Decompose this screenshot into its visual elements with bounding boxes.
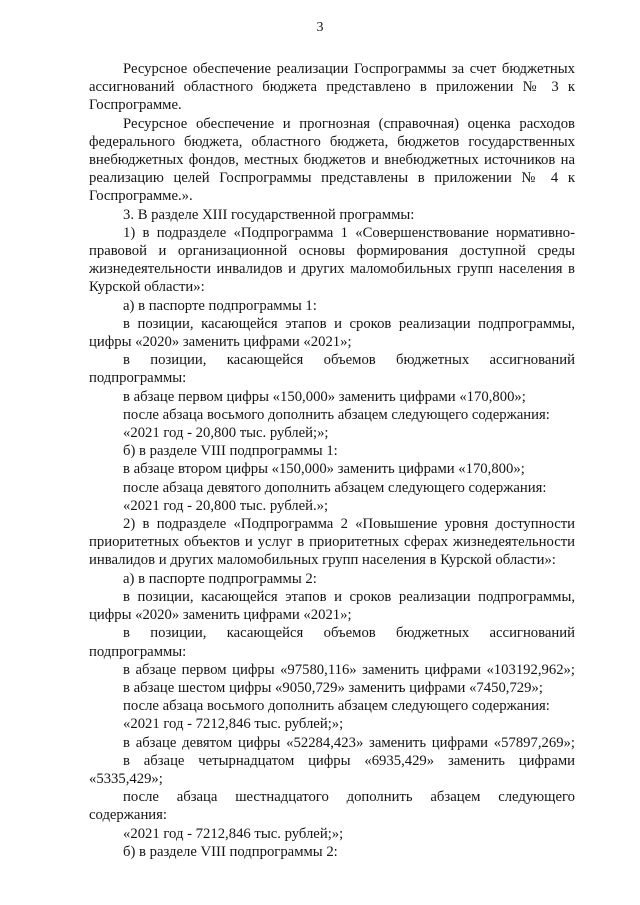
paragraph: в позиции, касающейся объемов бюджетных ассигнований подпрограммы: (89, 625, 575, 660)
paragraph: «2021 год - 20,800 тыс. рублей.»; (123, 497, 329, 514)
paragraph: в позиции, касающейся этапов и сроков реализации подпрограммы, цифры «2020» заменить цифрами «2021»; (89, 588, 575, 624)
paragraph: в абзаце четырнадцатом цифры «6935,429» заменить цифрами «5335,429»; (89, 752, 575, 787)
paragraph: после абзаца восьмого дополнить абзацем следующего содержания: (123, 406, 550, 423)
paragraph: в абзаце шестом цифры «9050,729» заменить цифрами «7450,729»; (123, 679, 543, 696)
paragraph: после абзаца девятого дополнить абзацем следующего содержания: (123, 479, 547, 496)
paragraph: б) в разделе VIII подпрограммы 2: (123, 843, 338, 860)
paragraph: 1) в подразделе «Подпрограмма 1 «Совершенствование нормативно-правовой и организационной основы формирования доступной среды жизнедеятельности инвалидов и других маломобильных групп населения в Курской области»: (89, 224, 575, 296)
paragraph: в позиции, касающейся объемов бюджетных ассигнований подпрограммы: (89, 352, 575, 387)
paragraph: в позиции, касающейся этапов и сроков реализации подпрограммы, цифры «2020» заменить цифрами «2021»; (89, 315, 575, 351)
paragraph: Ресурсное обеспечение реализации Госпрограммы за счет бюджетных ассигнований областного бюджета представлено в приложении № 3 к Госпрограмме. (89, 61, 575, 114)
paragraph: Ресурсное обеспечение и прогнозная (справочная) оценка расходов федерального бюджета, областного бюджета, бюджетов государственных внебюджетных фондов, местных бюджетов и внебюджетных источников на реализацию целей Госпрограммы представлены в приложении № 4 к Госпрограмме.». (89, 115, 575, 205)
paragraph: б) в разделе VIII подпрограммы 1: (123, 443, 338, 460)
paragraph: а) в паспорте подпрограммы 2: (123, 570, 317, 587)
paragraph: в абзаце втором цифры «150,000» заменить цифрами «170,800»; (123, 461, 525, 478)
paragraph: «2021 год - 7212,846 тыс. рублей;»; (123, 825, 344, 842)
paragraph: а) в паспорте подпрограммы 1: (123, 297, 317, 314)
page-number: 3 (316, 20, 324, 35)
paragraph: после абзаца восьмого дополнить абзацем следующего содержания: (123, 698, 550, 715)
paragraph: «2021 год - 7212,846 тыс. рублей;»; (123, 716, 344, 733)
paragraph: в абзаце первом цифры «150,000» заменить цифрами «170,800»; (123, 388, 526, 405)
paragraph: 2) в подразделе «Подпрограмма 2 «Повышение уровня доступности приоритетных объектов и услуг в приоритетных сферах жизнедеятельности инвалидов и других маломобильных групп населения в Курской области»: (89, 516, 575, 569)
paragraph: в абзаце первом цифры «97580,116» заменить цифрами «103192,962»; (123, 661, 575, 678)
paragraph: в абзаце девятом цифры «52284,423» заменить цифрами «57897,269»; (123, 734, 575, 751)
document-body (89, 60, 575, 861)
paragraph: 3. В разделе XIII государственной программы: (123, 206, 415, 223)
paragraph: после абзаца шестнадцатого дополнить абзацем следующего содержания: (89, 789, 575, 824)
paragraph: «2021 год - 20,800 тыс. рублей;»; (123, 425, 329, 442)
